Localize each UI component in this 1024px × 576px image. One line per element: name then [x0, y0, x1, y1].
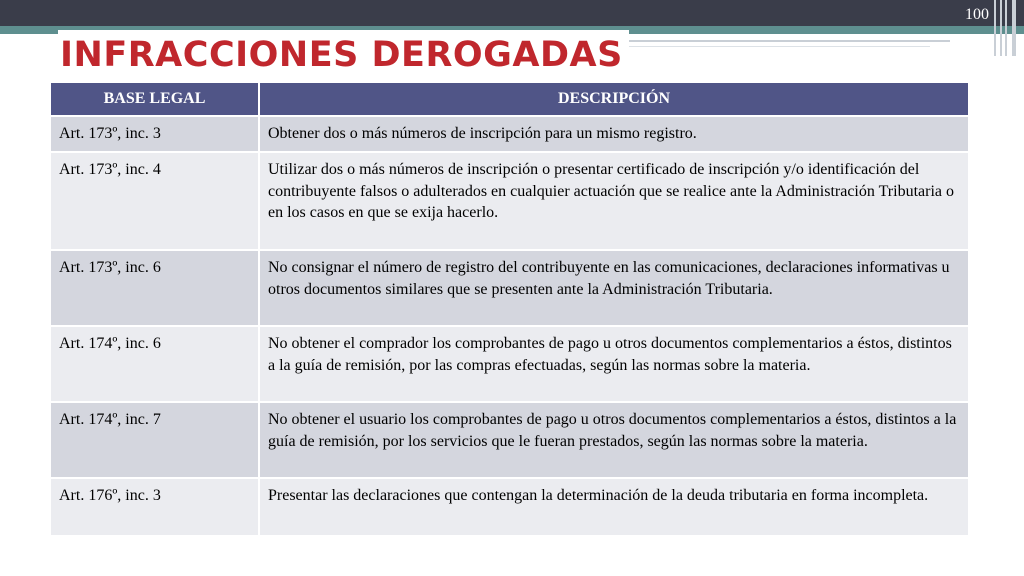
table-header-row — [51, 83, 968, 115]
base-legal-cell: Art. 176º, inc. 3 — [51, 479, 258, 535]
base-legal-cell: Art. 174º, inc. 6 — [51, 327, 258, 401]
page-number: 100 — [965, 6, 989, 23]
decorative-line — [600, 40, 950, 42]
table-row — [51, 153, 968, 249]
slide-title: INFRACCIONES DEROGADAS — [58, 30, 629, 80]
column-header-descripcion: DESCRIPCIÓN — [260, 83, 968, 115]
column-header-base-legal: BASE LEGAL — [51, 83, 258, 115]
base-legal-cell: Art. 173º, inc. 3 — [51, 117, 258, 151]
description-cell: Presentar las declaraciones que contengan la determinación de la deuda tributaria en forma incompleta. — [260, 479, 968, 535]
infractions-table — [49, 81, 970, 537]
decorative-line — [600, 46, 930, 47]
base-legal-cell: Art. 173º, inc. 6 — [51, 251, 258, 325]
base-legal-cell: Art. 173º, inc. 4 — [51, 153, 258, 249]
description-cell: Obtener dos o más números de inscripción para un mismo registro. — [260, 117, 968, 151]
decorative-stripes — [990, 0, 1024, 60]
description-cell: No obtener el usuario los comprobantes de pago u otros documentos complementarios a éstos, distintos a la guía de remisión, por los servicios que le fueran prestados, según las normas sobre la materia. — [260, 403, 968, 477]
top-bar — [0, 0, 1024, 26]
table-row — [51, 403, 968, 477]
table-row — [51, 251, 968, 325]
table-row — [51, 117, 968, 151]
base-legal-cell: Art. 174º, inc. 7 — [51, 403, 258, 477]
table-row — [51, 327, 968, 401]
description-cell: No obtener el comprador los comprobantes de pago u otros documentos complementarios a éstos, distintos a la guía de remisión, por las compras efectuadas, según las normas sobre la materia. — [260, 327, 968, 401]
description-cell: Utilizar dos o más números de inscripción o presentar certificado de inscripción y/o identificación del contribuyente falsos o adulterados en cualquier actuación que se realice ante la Administración Tributaria o en los casos en que se exija hacerlo. — [260, 153, 968, 249]
description-cell: No consignar el número de registro del contribuyente en las comunicaciones, declaraciones informativas u otros documentos similares que se presenten ante la Administración Tributaria. — [260, 251, 968, 325]
table-row — [51, 479, 968, 535]
